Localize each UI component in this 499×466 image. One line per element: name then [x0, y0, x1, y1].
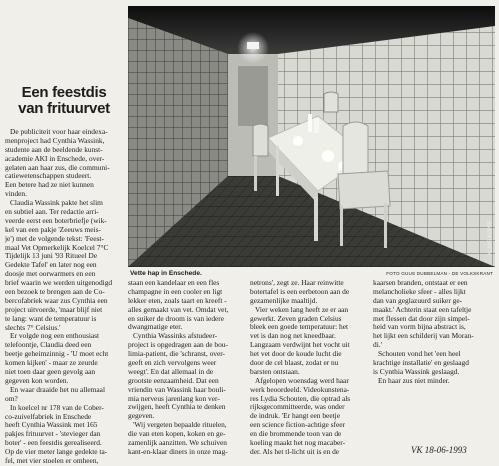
article-text-line: alles gemaakt van vet. Omdat vet,	[128, 305, 229, 314]
article-text-line: In koelcel nr 178 van de Cober-	[10, 403, 104, 412]
article-text-line: der. Als het tl-licht uit is en de	[250, 447, 340, 456]
headline-line-1: Een feestdis	[21, 84, 107, 101]
article-text-line: bleek een goede temperatuur: het	[250, 323, 349, 332]
article-text-line: werk beoordeeld. Videokunstena-	[250, 385, 350, 394]
article-text-line: krachtige installatie' en geslaagd	[373, 359, 469, 368]
article-text-line: netrons', zegt ze. Haar reinwitte	[250, 279, 344, 287]
article-headline	[18, 85, 110, 117]
article-text-line: dan van geglazuurd suiker ge-	[373, 296, 463, 305]
headline-line-2: van frituurvet	[18, 100, 110, 117]
article-text-line: menproject had Cynthia Wassink,	[5, 136, 105, 145]
article-text-line: 'Wij vergeten bepaalde rituelen,	[133, 421, 227, 430]
source-reference: VK 18-06-1993	[411, 445, 467, 455]
article-text-line: om?	[5, 394, 18, 403]
article-text-line: beetje geheimzinnig - 'U moet echt	[5, 350, 109, 359]
article-text-line: res Lydia Schouten, die optrad als	[250, 394, 351, 403]
article-text-line: Claudia Wassink pakte het slim	[10, 199, 103, 208]
article-text-line: is Cynthia Wassink geslaagd.	[373, 367, 460, 376]
article-text-line: veerde eerst een boterbriefje (wik-	[5, 216, 107, 225]
article-text-line: studente aan de beeldende kunst-	[5, 145, 103, 154]
article-text-line: fel, met vier stoelen er omheen,	[5, 456, 99, 465]
article-text-line: die van eten kopen, koken en ge-	[128, 430, 226, 439]
article-text-line: mia nerveus jarenlang kon ver-	[128, 394, 220, 403]
article-column-3	[250, 279, 368, 457]
article-text-line: heid van vorm bijna abstract is,	[373, 323, 466, 332]
article-text-line: pakjes frituurvet - 'stevieger dan	[5, 430, 101, 439]
article-text-line: En waar draaide het nu allemaal	[10, 385, 106, 394]
article-text-line: academie AKI in Enschede, over-	[5, 154, 105, 163]
article-text-line: vriendin van Wassink haar bouli-	[128, 385, 226, 394]
article-text-line: niet toen daar geen gevolg aan	[5, 368, 96, 377]
article-text-line: weegt'. En dat allemaal in de	[128, 367, 214, 376]
article-text-line: gewerkt. Zeven graden Celsius	[250, 314, 342, 323]
article-text-line: komen kijken' - maar ze zeurde	[5, 359, 98, 368]
article-text-line: catiewetenschappen studeert.	[5, 172, 92, 181]
article-text-line: maal Vet Opmerkelijk Koelcel 7°C	[5, 243, 109, 252]
article-text-line: project uitvoerde, 'maar blijf niet	[5, 305, 103, 314]
article-text-line: Cynthia Wassinks afstudeer-	[133, 332, 218, 341]
article-text-line: rijksgecommitteerde, was onder	[250, 403, 345, 412]
side-credit-text: KLAAS KOPPE	[487, 220, 494, 255]
article-text-line: maakt.' Achterin staat een tafeltje	[373, 305, 472, 314]
article-text-line: dwangmatige eter.	[128, 323, 183, 332]
article-text-line: heeft Cynthia Wassink met 165	[5, 421, 98, 430]
article-column-1	[5, 128, 122, 466]
article-text-line: champagne in een cooler en ligt	[128, 287, 223, 296]
article-text-line: zamenlijk aanzitten. We schuiven	[128, 439, 228, 448]
article-text-line: geeft en zich vervolgens weer	[128, 359, 217, 368]
article-text-line: te lang: want de temperatuur is	[5, 314, 97, 323]
article-column-4	[373, 279, 495, 386]
article-text-line: grootste eenzaamheid. Dat een	[128, 376, 219, 385]
article-text-line: koeling maakt het nog macaber-	[250, 439, 346, 448]
article-text-line: En haar zus niet minder.	[378, 376, 450, 385]
article-text-line: De publiciteit voor haar eindexa-	[10, 128, 108, 136]
article-text-line: Schouten vond het 'een heel	[378, 350, 461, 359]
article-text-line: telefoontje, Claudia deed een	[5, 341, 92, 350]
article-text-line: brief waarin we werden uitgenodigd	[5, 279, 113, 288]
article-text-line: staan een kandelaar en een fles	[128, 279, 220, 287]
article-text-line: het lijkt een schilderij van Moran-	[373, 332, 474, 341]
article-text-line: het vet door de koude lucht die	[250, 350, 342, 359]
article-text-line: kel van een pakje 'Zeeuws meis-	[5, 225, 101, 234]
article-text-line: Gedekte Tafel' en later nog een	[5, 261, 97, 270]
article-text-line: door de cel blaast, zodat er nu	[250, 359, 339, 368]
article-text-line: en suiker de droom is van iedere	[128, 314, 225, 323]
article-text-line: je') met de volgende tekst: 'Feest-	[5, 234, 104, 243]
photo-caption-bar	[128, 269, 495, 278]
article-text-line: Vier weken lang heeft ze er aan	[255, 305, 349, 314]
article-column-2	[128, 279, 245, 457]
photo-credit: FOTO GUUS DUBBELMAN - DE VOLKSKRANT	[386, 271, 493, 276]
article-text-line: Langzaam verdwijnt het vocht uit	[250, 341, 350, 350]
article-text-line: Op de vier meter lange gedekte ta-	[5, 448, 108, 457]
article-text-line: botertafel is een eerbetoon aan de	[250, 287, 350, 296]
article-text-line: een science fiction-achtige sfeer	[250, 421, 345, 430]
article-text-line: melancholieke sfeer - alles lijkt	[373, 287, 466, 296]
article-text-line: co-zuivelfabriek in Enschede	[5, 412, 92, 421]
article-text-line: gezamenlijke maaltijd.	[250, 296, 318, 305]
article-text-line: gelaten aan haar zus, die communi-	[5, 163, 110, 172]
article-text-line: barsten ontstaan.	[250, 367, 300, 376]
article-text-line: een bezoek te brengen aan de Co-	[5, 288, 105, 297]
article-text-line: bercofabriek waar zus Cynthia een	[5, 296, 108, 305]
article-text-line: met flessen dat door zijn simpel-	[373, 314, 470, 323]
article-text-line: Een betere had ze niet kunnen	[5, 181, 94, 190]
photo-caption: Vette hap in Enschede.	[130, 270, 202, 277]
article-text-line: lekker eten, zoals taart en kreeft -	[128, 296, 227, 305]
article-text-line: limia-patient, die 'schranst, over-	[128, 350, 226, 359]
article-text-line: zwijgen, heeft Cynthia te denken	[128, 403, 226, 412]
side-photo-credit	[485, 30, 494, 260]
article-text-line: de indruk. 'Er hangt een beetje	[250, 412, 340, 421]
article-text-line: Afgelopen woensdag werd haar	[255, 376, 349, 385]
article-text-line: gegeven kon worden.	[5, 376, 69, 385]
article-text-line: slechts 7° Celsius.'	[5, 323, 61, 332]
article-text-line: Tijdelijk 13 juni '93 Ritueel De	[5, 252, 98, 261]
article-text-line: boter' - een feestdis gerealiseerd.	[5, 439, 102, 448]
article-photo	[128, 6, 495, 267]
article-text-line: kaarsen branden, ontstaat er een	[373, 279, 468, 287]
article-text-line: gegeven.	[128, 412, 155, 421]
article-text-line: doosje met oorwarmers en een	[5, 270, 96, 279]
article-text-line: vinden.	[5, 190, 27, 199]
article-text-line: Er volgde nog een enthousiast	[10, 332, 100, 341]
article-text-line: vet is dan nog net kneedbaar.	[250, 332, 336, 341]
article-text-line: en die brommende toon van de	[250, 430, 342, 439]
article-text-line: project is opgedragen aan de bou-	[128, 341, 228, 350]
article-text-line: en subtiel aan. Ter redactie arri-	[5, 208, 99, 217]
article-text-line: kant-en-klaar diners in onze mag-	[128, 447, 228, 456]
article-text-line: di.'	[373, 341, 382, 350]
